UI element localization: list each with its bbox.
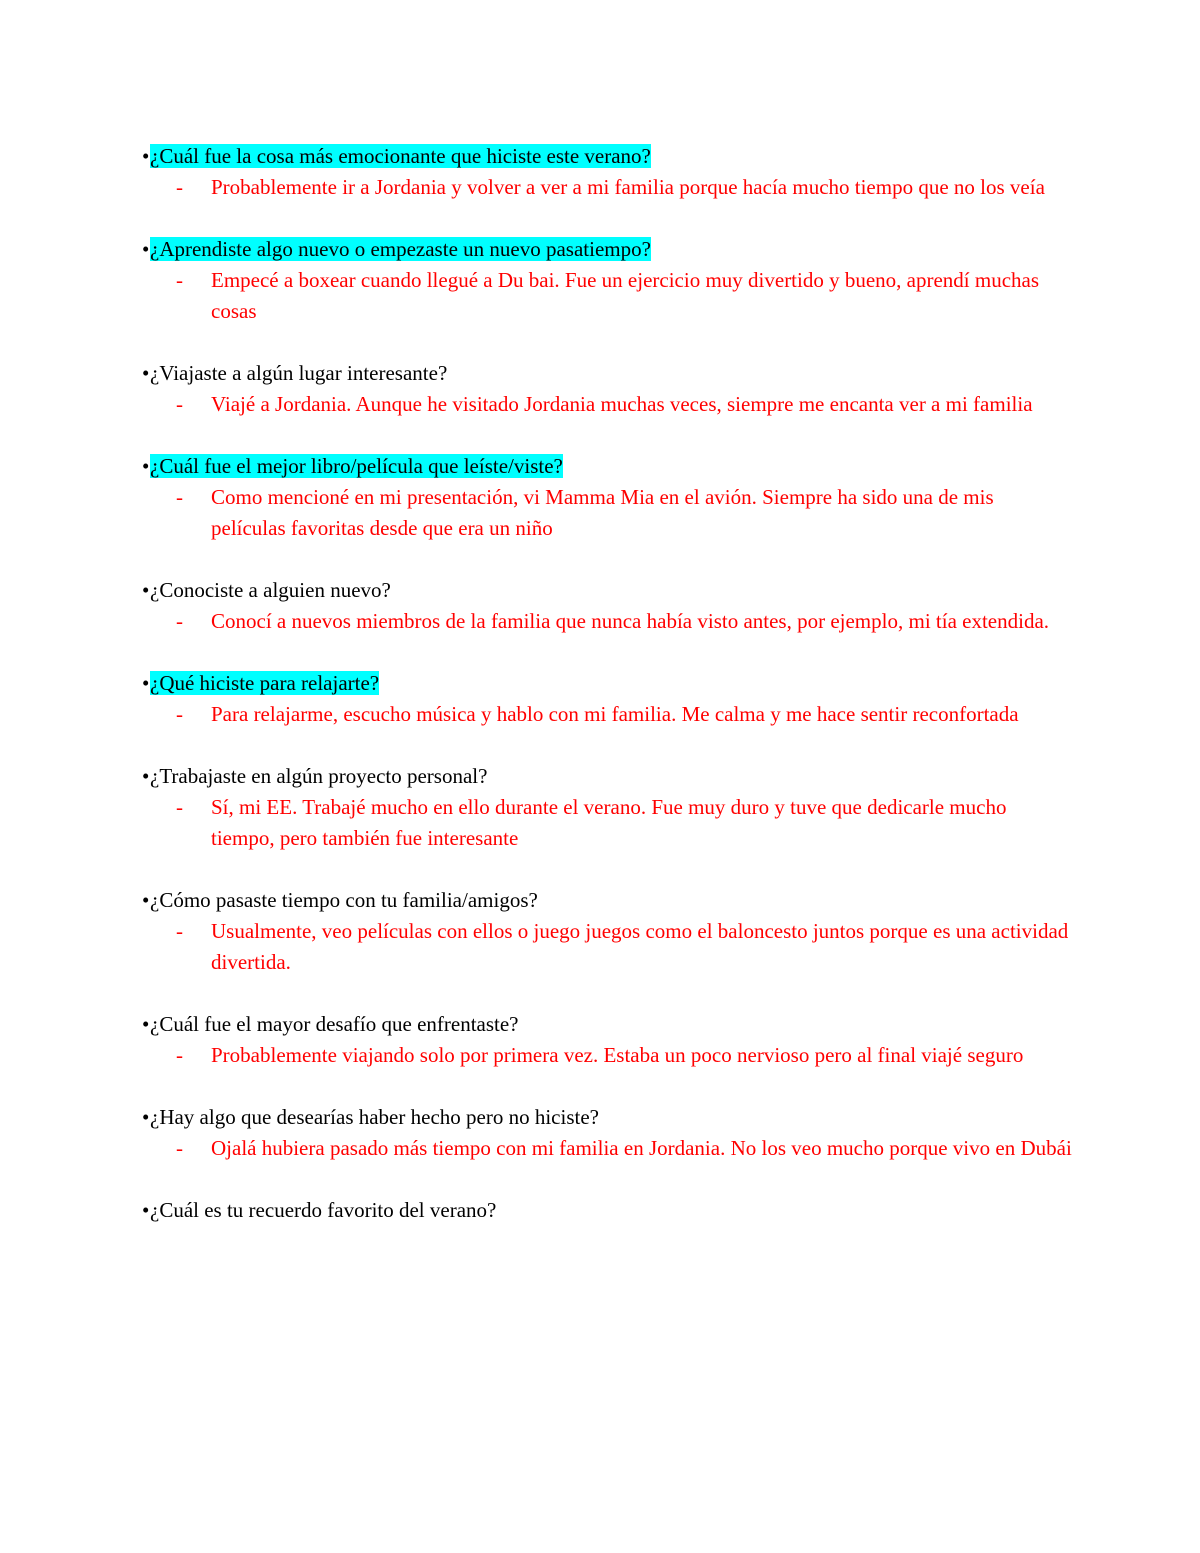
answer [142,389,1072,420]
answer [142,265,1072,327]
answer [142,792,1072,854]
question-text: ¿Conociste a alguien nuevo? [150,578,391,602]
answer-text: Ojalá hubiera pasado más tiempo con mi familia en Jordania. No los veo mucho porque vivo en Dubái [211,1136,1072,1160]
dash-icon: - [176,609,183,633]
dash-icon: - [176,175,183,199]
question [142,234,1072,265]
question [142,358,1072,389]
dash-icon: - [176,702,183,726]
answer-text: Empecé a boxear cuando llegué a Du bai. Fue un ejercicio muy divertido y bueno, aprendí muchas cosas [211,268,1040,323]
qa-item [142,141,1072,203]
question-text: ¿Trabajaste en algún proyecto personal? [150,764,488,788]
answer [142,1040,1072,1071]
dash-icon: - [176,1043,183,1067]
qa-list [142,141,1072,1257]
bullet-icon: • [142,454,150,478]
question [142,141,1072,172]
question-text: ¿Qué hiciste para relajarte? [150,671,380,695]
dash-icon: - [176,485,183,509]
bullet-icon: • [142,361,150,385]
qa-item [142,451,1072,544]
question-text: ¿Aprendiste algo nuevo o empezaste un nuevo pasatiempo? [150,237,651,261]
answer [142,172,1072,203]
question [142,1102,1072,1133]
question [142,1009,1072,1040]
bullet-icon: • [142,578,150,602]
qa-item [142,885,1072,978]
qa-item [142,1009,1072,1071]
question [142,575,1072,606]
question [142,668,1072,699]
dash-icon: - [176,1136,183,1160]
bullet-icon: • [142,1012,150,1036]
answer [142,606,1072,637]
qa-item [142,358,1072,420]
answer-text: Probablemente viajando solo por primera vez. Estaba un poco nervioso pero al final viajé seguro [211,1043,1024,1067]
answer-text: Usualmente, veo películas con ellos o juego juegos como el baloncesto juntos porque es una actividad divertida. [211,919,1069,974]
bullet-icon: • [142,237,150,261]
bullet-icon: • [142,1198,150,1222]
answer-text: Como mencioné en mi presentación, vi Mamma Mia en el avión. Siempre ha sido una de mis películas favoritas desde que era un niño [211,485,994,540]
qa-item [142,575,1072,637]
question-text: ¿Cuál es tu recuerdo favorito del verano? [150,1198,497,1222]
answer-text: Sí, mi EE. Trabajé mucho en ello durante el verano. Fue muy duro y tuve que dedicarle mucho tiempo, pero también fue interesante [211,795,1007,850]
answer-text: Probablemente ir a Jordania y volver a ver a mi familia porque hacía mucho tiempo que no los veía [211,175,1045,199]
qa-item [142,1195,1072,1226]
answer [142,482,1072,544]
qa-item [142,668,1072,730]
answer-text: Viajé a Jordania. Aunque he visitado Jordania muchas veces, siempre me encanta ver a mi familia [211,392,1033,416]
question-text: ¿Viajaste a algún lugar interesante? [150,361,448,385]
bullet-icon: • [142,764,150,788]
question [142,761,1072,792]
question-text: ¿Cuál fue el mejor libro/película que leíste/viste? [150,454,563,478]
answer-text: Conocí a nuevos miembros de la familia que nunca había visto antes, por ejemplo, mi tía extendida. [211,609,1050,633]
question [142,451,1072,482]
qa-item [142,1102,1072,1164]
dash-icon: - [176,795,183,819]
question-text: ¿Hay algo que desearías haber hecho pero no hiciste? [150,1105,599,1129]
question [142,885,1072,916]
question-text: ¿Cuál fue el mayor desafío que enfrentaste? [150,1012,519,1036]
qa-item [142,761,1072,854]
question [142,1195,1072,1226]
answer [142,916,1072,978]
answer-text: Para relajarme, escucho música y hablo con mi familia. Me calma y me hace sentir reconfortada [211,702,1019,726]
dash-icon: - [176,919,183,943]
question-text: ¿Cuál fue la cosa más emocionante que hiciste este verano? [150,144,651,168]
bullet-icon: • [142,888,150,912]
answer [142,1133,1072,1164]
bullet-icon: • [142,144,150,168]
bullet-icon: • [142,1105,150,1129]
bullet-icon: • [142,671,150,695]
dash-icon: - [176,268,183,292]
answer [142,699,1072,730]
dash-icon: - [176,392,183,416]
qa-item [142,234,1072,327]
question-text: ¿Cómo pasaste tiempo con tu familia/amigos? [150,888,538,912]
